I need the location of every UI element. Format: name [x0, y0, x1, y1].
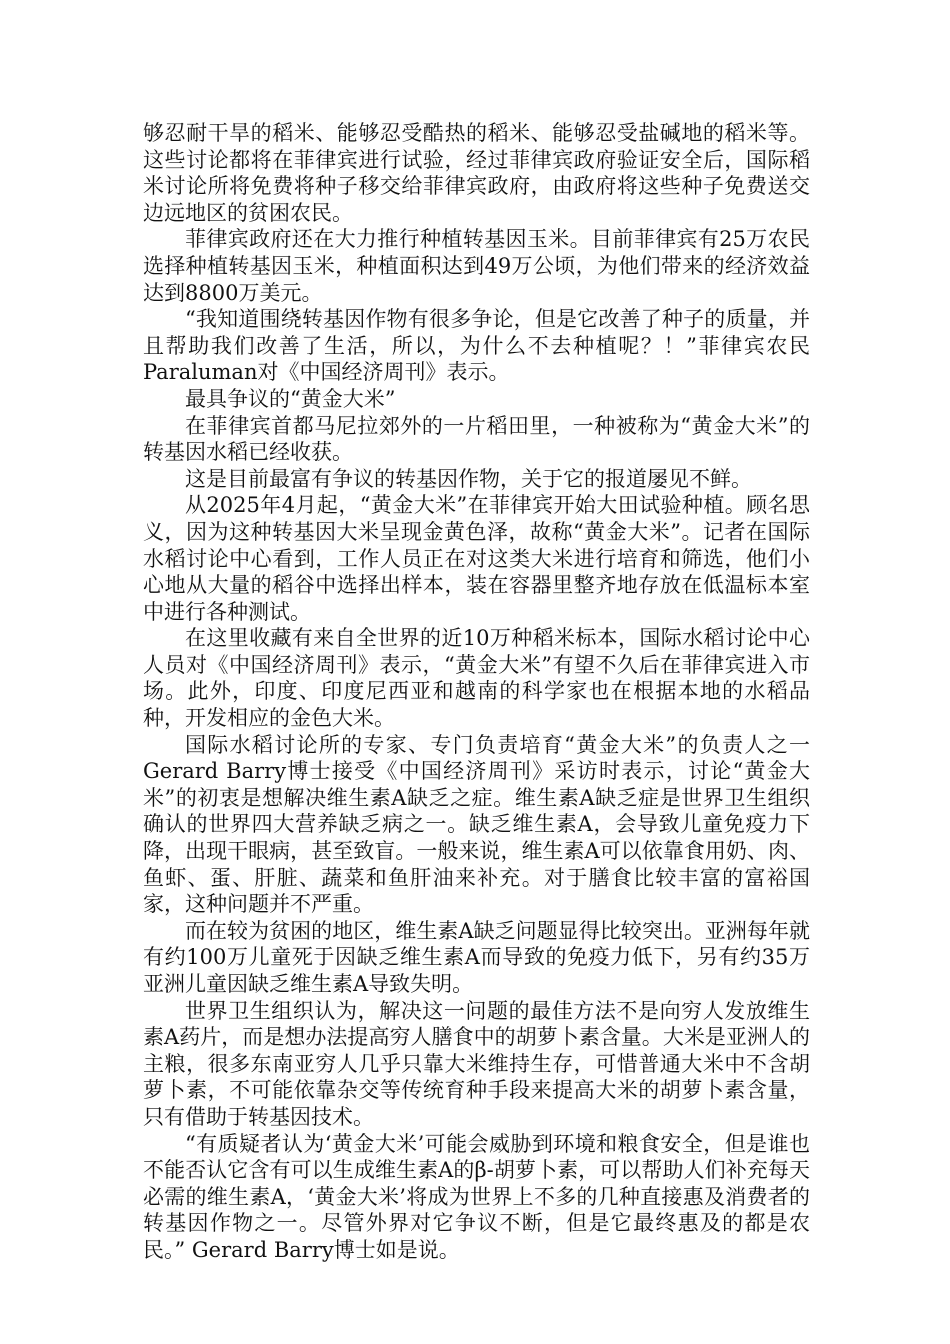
paragraph-1: 够忍耐干旱的稻米、能够忍受酷热的稻米、能够忍受盐碱地的稻米等。这些讨论都将在菲律宾进行试验，经过菲律宾政府验证安全后，国际稻米讨论所将免费将种子移交给菲律宾政府，由政府将这些种子免费送交边远地区的贫困农民。 [143, 121, 810, 225]
paragraph-8: 在这里收藏有来自全世界的近10万种稻米标本，国际水稻讨论中心人员对《中国经济周刊》表示，“黄金大米”有望不久后在菲律宾进入市场。此外，印度、印度尼西亚和越南的科学家也在根据本地的水稻品种，开发相应的金色大米。 [143, 626, 810, 731]
paragraph-7: 从2025年4月起，“黄金大米”在菲律宾开始大田试验种植。顾名思义，因为这种转基因大米呈现金黄色泽，故称“黄金大米”。记者在国际水稻讨论中心看到，工作人员正在对这类大米进行培育和筛选，他们小心地从大量的稻谷中选择出样本，装在容器里整齐地存放在低温标本室中进行各种测试。 [143, 493, 810, 624]
paragraph-6: 这是目前最富有争议的转基因作物，关于它的报道屡见不鲜。 [185, 466, 752, 491]
paragraph-11: 世界卫生组织认为，解决这一问题的最佳方法不是向穷人发放维生素A药片，而是想办法提高穷人膳食中的胡萝卜素含量。大米是亚洲人的主粮，很多东南亚穷人几乎只靠大米维持生存，可惜普通大米中不含胡萝卜素，不可能依靠杂交等传统育种手段来提高大米的胡萝卜素含量，只有借助于转基因技术。 [143, 998, 810, 1129]
paragraph-12: “有质疑者认为‘黄金大米’可能会威胁到环境和粮食安全，但是谁也不能否认它含有可以生成维生素A的β-胡萝卜素，可以帮助人们补充每天必需的维生素A，‘黄金大米’将成为世界上不多的几种直接惠及消费者的转基因作物之一。尽管外界对它争议不断，但是它最终惠及的都是农民。” Gerard Barry博士如是说。 [143, 1131, 810, 1262]
paragraph-5: 在菲律宾首都马尼拉郊外的一片稻田里，一种被称为“黄金大米”的转基因水稻已经收获。 [143, 413, 810, 465]
document-body [143, 120, 810, 1264]
paragraph-10: 而在较为贫困的地区，维生素A缺乏问题显得比较突出。亚洲每年就有约100万儿童死于因缺乏维生素A而导致的免疫力低下，另有约35万亚洲儿童因缺乏维生素A导致失明。 [143, 918, 810, 996]
paragraph-2: 菲律宾政府还在大力推行种植转基因玉米。目前菲律宾有25万农民选择种植转基因玉米，种植面积达到49万公顷，为他们带来的经济效益达到8800万美元。 [143, 227, 810, 305]
paragraph-3: “我知道围绕转基因作物有很多争论，但是它改善了种子的质量，并且帮助我们改善了生活，所以，为什么不去种植呢？！”菲律宾农民Paraluman对《中国经济周刊》表示。 [143, 307, 810, 385]
paragraph-9: 国际水稻讨论所的专家、专门负责培育“黄金大米”的负责人之一Gerard Barry博士接受《中国经济周刊》采访时表示，讨论“黄金大米”的初衷是想解决维生素A缺乏之症。维生素A缺乏症是世界卫生组织确认的世界四大营养缺乏病之一。缺乏维生素A，会导致儿童免疫力下降，出现干眼病，甚至致盲。一般来说，维生素A可以依靠食用奶、肉、鱼虾、蛋、肝脏、蔬菜和鱼肝油来补充。对于膳食比较丰富的富裕国家，这种问题并不严重。 [143, 732, 810, 917]
section-heading: 最具争议的“黄金大米” [185, 386, 396, 411]
